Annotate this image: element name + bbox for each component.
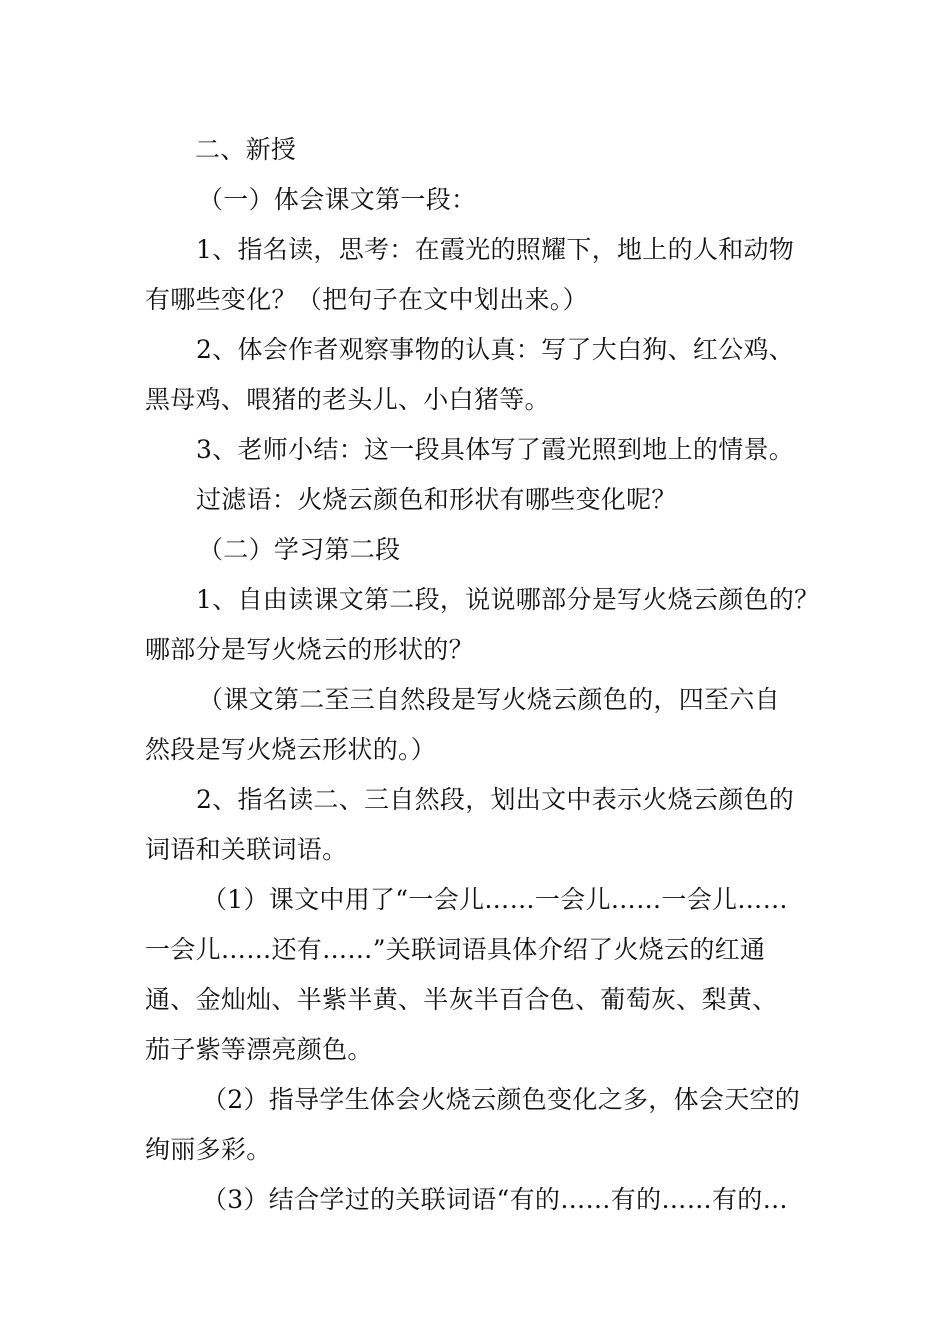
paragraph-line: （3）结合学过的关联词语“有的……有的……有的… <box>202 1185 788 1214</box>
section-heading-new-lesson: 二、新授 <box>195 135 297 164</box>
transition-line: 过滤语：火烧云颜色和形状有哪些变化呢？ <box>196 485 677 514</box>
paragraph-line: 有哪些变化？（把句子在文中划出来。） <box>145 285 588 314</box>
paragraph-line: （课文第二至三自然段是写火烧云颜色的，四至六自 <box>198 685 780 714</box>
paragraph-line: 哪部分是写火烧云的形状的？ <box>145 635 474 664</box>
subsection-heading-part-two: （二）学习第二段 <box>198 535 401 564</box>
paragraph-line: 绚丽多彩。 <box>145 1135 272 1164</box>
paragraph-line: 黑母鸡、喂猪的老头儿、小白猪等。 <box>145 385 550 414</box>
paragraph-line: 通、金灿灿、半紫半黄、半灰半百合色、葡萄灰、梨黄、 <box>145 985 778 1014</box>
paragraph-line: 然段是写火烧云形状的。） <box>145 735 437 764</box>
paragraph-line: 2、指名读二、三自然段，划出文中表示火烧云颜色的 <box>196 785 795 814</box>
paragraph-line: 3、老师小结：这一段具体写了霞光照到地上的情景。 <box>196 435 795 464</box>
paragraph-line: 茄子紫等漂亮颜色。 <box>145 1035 373 1064</box>
paragraph-line: 2、体会作者观察事物的认真：写了大白狗、红公鸡、 <box>196 335 795 364</box>
paragraph-line: 一会儿……还有……”关联词语具体介绍了火烧云的红通 <box>145 935 766 964</box>
paragraph-line: （1）课文中用了“一会儿……一会儿……一会儿…… <box>202 885 788 914</box>
paragraph-line: （2）指导学生体会火烧云颜色变化之多，体会天空的 <box>202 1085 801 1114</box>
paragraph-line: 词语和关联词语。 <box>145 835 348 864</box>
paragraph-line: 1、指名读，思考：在霞光的照耀下，地上的人和动物 <box>196 235 795 264</box>
paragraph-line: 1、自由读课文第二段，说说哪部分是写火烧云颜色的？ <box>196 585 820 614</box>
subsection-heading-part-one: （一）体会课文第一段： <box>198 185 477 214</box>
